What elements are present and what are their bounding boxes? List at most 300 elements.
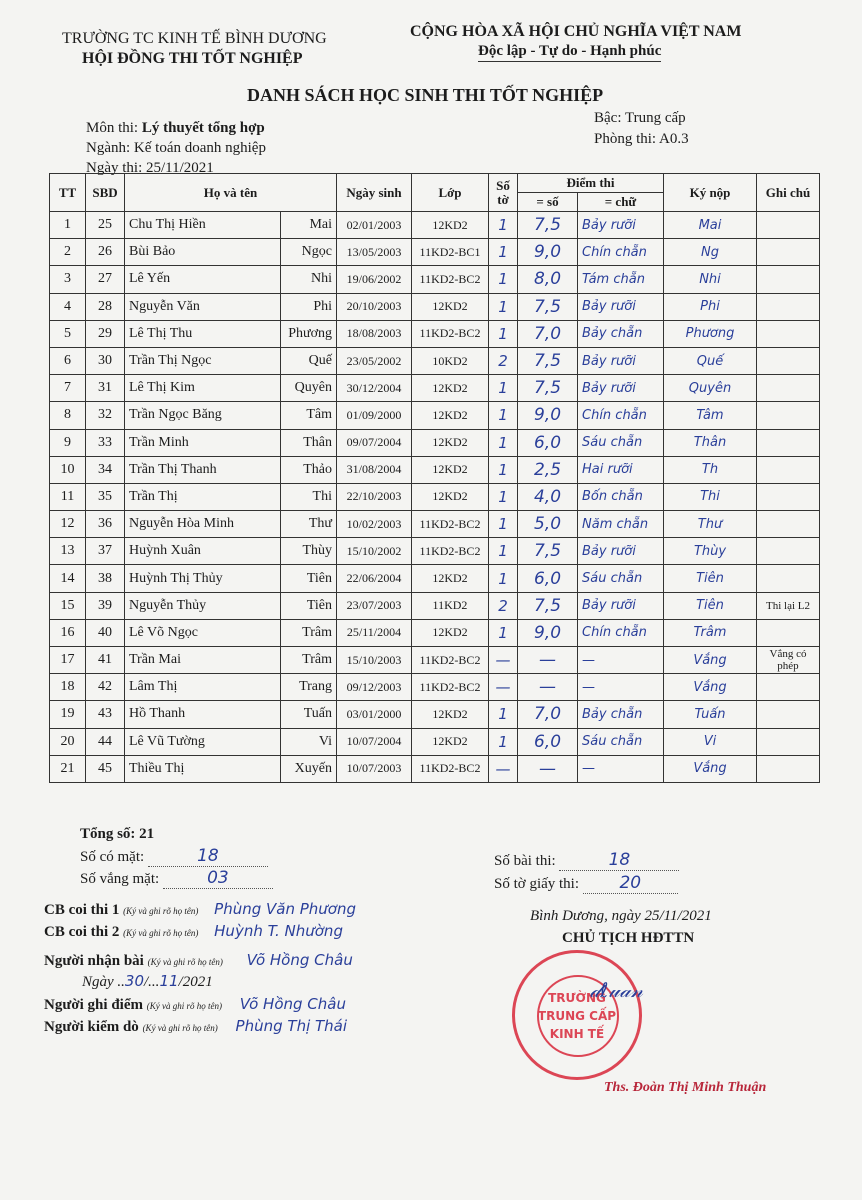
row-note	[757, 429, 820, 456]
row-score-text: —	[578, 647, 664, 674]
row-score-num: 8,0	[518, 266, 578, 293]
row-note	[757, 483, 820, 510]
row-dob: 18/08/2003	[337, 320, 412, 347]
row-class: 12KD2	[412, 565, 489, 592]
school-name: TRƯỜNG TC KINH TẾ BÌNH DƯƠNG	[62, 30, 327, 47]
row-sheets: —	[489, 674, 518, 701]
row-score-text: Chín chẵn	[578, 619, 664, 646]
row-sbd: 37	[86, 538, 125, 565]
row-score-num: 4,0	[518, 483, 578, 510]
row-note	[757, 755, 820, 782]
row-tt: 20	[50, 728, 86, 755]
row-first-name: Phương	[281, 320, 337, 347]
row-note	[757, 728, 820, 755]
receive-day: 30	[124, 972, 145, 990]
row-last-name: Lê Thị Thu	[125, 320, 281, 347]
row-first-name: Tuấn	[281, 701, 337, 728]
table-row	[50, 619, 820, 646]
grader-signature: Võ Hồng Châu	[239, 995, 346, 1013]
row-class: 11KD2-BC2	[412, 538, 489, 565]
row-note	[757, 212, 820, 239]
row-score-num: 9,0	[518, 619, 578, 646]
row-first-name: Quyên	[281, 375, 337, 402]
row-last-name: Trần Thị	[125, 483, 281, 510]
table-row	[50, 755, 820, 782]
row-sheets: 1	[489, 701, 518, 728]
row-tt: 6	[50, 347, 86, 374]
row-signature: Quế	[664, 347, 757, 374]
row-sbd: 44	[86, 728, 125, 755]
row-note	[757, 565, 820, 592]
row-tt: 18	[50, 674, 86, 701]
row-tt: 19	[50, 701, 86, 728]
row-last-name: Trần Thị Ngọc	[125, 347, 281, 374]
row-score-text: Bảy rưỡi	[578, 293, 664, 320]
row-score-num: 6,0	[518, 429, 578, 456]
row-score-num: 9,0	[518, 402, 578, 429]
row-tt: 7	[50, 375, 86, 402]
row-note	[757, 347, 820, 374]
row-score-text: Bảy rưỡi	[578, 592, 664, 619]
row-signature: Thi	[664, 483, 757, 510]
row-sbd: 45	[86, 755, 125, 782]
row-dob: 20/10/2003	[337, 293, 412, 320]
chair-title: CHỦ TỊCH HĐTTN	[562, 930, 695, 946]
row-first-name: Phi	[281, 293, 337, 320]
table-row	[50, 701, 820, 728]
col-scores: Điểm thi	[518, 174, 664, 193]
row-first-name: Ngọc	[281, 239, 337, 266]
row-tt: 14	[50, 565, 86, 592]
row-first-name: Thùy	[281, 538, 337, 565]
student-roster-table	[49, 173, 820, 783]
table-row	[50, 266, 820, 293]
major-line: Ngành: Kế toán doanh nghiệp	[86, 140, 266, 156]
table-row	[50, 728, 820, 755]
row-first-name: Nhi	[281, 266, 337, 293]
row-class: 12KD2	[412, 375, 489, 402]
row-dob: 10/07/2004	[337, 728, 412, 755]
row-sbd: 29	[86, 320, 125, 347]
proctor2-label: CB coi thi 2	[44, 924, 120, 940]
national-motto: Độc lập - Tự do - Hạnh phúc	[478, 43, 661, 62]
row-class: 11KD2-BC2	[412, 647, 489, 674]
papers-label: Số bài thi:	[494, 853, 556, 869]
row-first-name: Trâm	[281, 619, 337, 646]
row-dob: 01/09/2000	[337, 402, 412, 429]
row-class: 12KD2	[412, 293, 489, 320]
row-dob: 09/07/2004	[337, 429, 412, 456]
row-tt: 5	[50, 320, 86, 347]
republic-title: CỘNG HÒA XÃ HỘI CHỦ NGHĨA VIỆT NAM	[410, 23, 742, 40]
row-sheets: 1	[489, 483, 518, 510]
table-row	[50, 647, 820, 674]
proctor1-line: CB coi thi 1 (Ký và ghi rõ họ tên) Phùng Văn Phương	[44, 900, 357, 918]
row-tt: 9	[50, 429, 86, 456]
checker-line: Người kiểm dò (Ký và ghi rõ họ tên) Phùng Thị Thái	[44, 1017, 348, 1035]
row-tt: 1	[50, 212, 86, 239]
row-score-num: 7,0	[518, 701, 578, 728]
row-sheets: 1	[489, 239, 518, 266]
row-sheets: 1	[489, 619, 518, 646]
row-first-name: Mai	[281, 212, 337, 239]
row-score-num: 7,5	[518, 212, 578, 239]
row-class: 12KD2	[412, 701, 489, 728]
row-note	[757, 511, 820, 538]
row-tt: 16	[50, 619, 86, 646]
receive-date-line: Ngày ..30/...11/2021	[82, 972, 213, 990]
proctor1-label: CB coi thi 1	[44, 902, 120, 918]
receive-month: 11	[159, 972, 179, 990]
row-score-num: 9,0	[518, 239, 578, 266]
row-tt: 11	[50, 483, 86, 510]
grader-label: Người ghi điểm	[44, 997, 143, 1013]
row-tt: 21	[50, 755, 86, 782]
row-last-name: Nguyễn Văn	[125, 293, 281, 320]
row-sheets: 1	[489, 402, 518, 429]
table-row	[50, 320, 820, 347]
row-signature: Th	[664, 456, 757, 483]
row-first-name: Tiên	[281, 565, 337, 592]
row-sbd: 27	[86, 266, 125, 293]
row-class: 12KD2	[412, 402, 489, 429]
row-tt: 2	[50, 239, 86, 266]
table-row	[50, 212, 820, 239]
row-sbd: 28	[86, 293, 125, 320]
present-line	[80, 846, 268, 867]
row-score-num: —	[518, 755, 578, 782]
row-score-text: Chín chẵn	[578, 239, 664, 266]
row-first-name: Thư	[281, 511, 337, 538]
row-score-num: 7,5	[518, 293, 578, 320]
place-date: Bình Dương, ngày 25/11/2021	[530, 908, 712, 924]
row-sheets: —	[489, 755, 518, 782]
row-dob: 22/10/2003	[337, 483, 412, 510]
row-score-text: Sáu chẵn	[578, 728, 664, 755]
sheets-label: Số tờ giấy thi:	[494, 876, 580, 892]
row-dob: 09/12/2003	[337, 674, 412, 701]
row-sbd: 35	[86, 483, 125, 510]
row-last-name: Huỳnh Xuân	[125, 538, 281, 565]
grader-line: Người ghi điểm (Ký và ghi rõ họ tên) Võ Hồng Châu	[44, 995, 346, 1013]
document-title: DANH SÁCH HỌC SINH THI TỐT NGHIỆP	[247, 85, 604, 105]
row-last-name: Lê Yến	[125, 266, 281, 293]
row-sheets: 1	[489, 212, 518, 239]
row-score-text: Bảy chẵn	[578, 320, 664, 347]
absent-value: 03	[163, 868, 273, 889]
row-dob: 23/07/2003	[337, 592, 412, 619]
row-note	[757, 701, 820, 728]
row-score-text: Bốn chẵn	[578, 483, 664, 510]
proctor2-signature: Huỳnh T. Nhường	[214, 922, 343, 940]
row-sheets: 2	[489, 592, 518, 619]
row-signature: Nhi	[664, 266, 757, 293]
row-note	[757, 293, 820, 320]
row-score-text: —	[578, 755, 664, 782]
table-row	[50, 239, 820, 266]
row-class: 12KD2	[412, 212, 489, 239]
col-score-text: = chữ	[578, 193, 664, 212]
row-note	[757, 375, 820, 402]
row-dob: 10/07/2003	[337, 755, 412, 782]
row-score-num: 6,0	[518, 728, 578, 755]
row-first-name: Thảo	[281, 456, 337, 483]
row-signature: Quyên	[664, 375, 757, 402]
row-dob: 23/05/2002	[337, 347, 412, 374]
row-sbd: 31	[86, 375, 125, 402]
row-sbd: 26	[86, 239, 125, 266]
table-row	[50, 592, 820, 619]
subject-line	[86, 120, 265, 137]
row-dob: 15/10/2002	[337, 538, 412, 565]
row-signature: Vi	[664, 728, 757, 755]
row-last-name: Bùi Bảo	[125, 239, 281, 266]
row-first-name: Thi	[281, 483, 337, 510]
row-note	[757, 619, 820, 646]
row-sbd: 30	[86, 347, 125, 374]
proctor1-signature: Phùng Văn Phương	[214, 900, 357, 918]
row-note	[757, 538, 820, 565]
row-sheets: 1	[489, 538, 518, 565]
row-class: 10KD2	[412, 347, 489, 374]
row-tt: 17	[50, 647, 86, 674]
papers-line	[494, 850, 679, 871]
row-dob: 10/02/2003	[337, 511, 412, 538]
row-note	[757, 266, 820, 293]
row-sheets: 1	[489, 293, 518, 320]
row-sheets: 1	[489, 266, 518, 293]
col-sbd: SBD	[86, 174, 125, 212]
row-note	[757, 674, 820, 701]
row-signature: Tiên	[664, 592, 757, 619]
row-signature: Vắng	[664, 674, 757, 701]
row-signature: Trâm	[664, 619, 757, 646]
row-last-name: Hồ Thanh	[125, 701, 281, 728]
row-signature: Ng	[664, 239, 757, 266]
table-header-row	[50, 174, 820, 193]
row-tt: 10	[50, 456, 86, 483]
row-score-num: 7,0	[518, 320, 578, 347]
row-last-name: Trần Minh	[125, 429, 281, 456]
row-sheets: —	[489, 647, 518, 674]
col-sheets: Số tờ	[489, 174, 518, 212]
room-line: Phòng thi: A0.3	[594, 131, 689, 147]
row-class: 12KD2	[412, 728, 489, 755]
subject-value: Lý thuyết tổng hợp	[141, 120, 265, 136]
col-sign: Ký nộp	[664, 174, 757, 212]
row-score-text: Tám chẵn	[578, 266, 664, 293]
present-label: Số có mặt:	[80, 849, 145, 865]
row-sbd: 43	[86, 701, 125, 728]
row-signature: Thùy	[664, 538, 757, 565]
row-last-name: Thiều Thị	[125, 755, 281, 782]
row-first-name: Tâm	[281, 402, 337, 429]
row-tt: 13	[50, 538, 86, 565]
table-row	[50, 456, 820, 483]
row-signature: Tâm	[664, 402, 757, 429]
row-dob: 02/01/2003	[337, 212, 412, 239]
row-sbd: 33	[86, 429, 125, 456]
row-tt: 12	[50, 511, 86, 538]
row-note	[757, 456, 820, 483]
chair-signature-icon: 𝒹ℓ𝓊𝒶𝓃	[590, 978, 643, 1002]
row-sheets: 1	[489, 728, 518, 755]
row-signature: Thân	[664, 429, 757, 456]
row-score-text: Bảy rưỡi	[578, 212, 664, 239]
receiver-line: Người nhận bài (Ký và ghi rõ họ tên) Võ Hồng Châu	[44, 951, 353, 969]
row-score-num: 7,5	[518, 347, 578, 374]
row-score-num: —	[518, 647, 578, 674]
row-score-num: 7,5	[518, 592, 578, 619]
row-sheets: 1	[489, 565, 518, 592]
receive-year: /2021	[178, 974, 213, 990]
council-name: HỘI ĐỒNG THI TỐT NGHIỆP	[82, 50, 303, 67]
table-row	[50, 429, 820, 456]
papers-value: 18	[559, 850, 679, 871]
table-row	[50, 483, 820, 510]
row-score-text: Năm chẵn	[578, 511, 664, 538]
table-row	[50, 565, 820, 592]
row-dob: 30/12/2004	[337, 375, 412, 402]
row-sheets: 2	[489, 347, 518, 374]
row-sheets: 1	[489, 320, 518, 347]
row-score-num: 7,5	[518, 375, 578, 402]
chair-name: Ths. Đoàn Thị Minh Thuận	[604, 1080, 767, 1095]
row-last-name: Lâm Thị	[125, 674, 281, 701]
row-score-text: Bảy rưỡi	[578, 538, 664, 565]
row-first-name: Vi	[281, 728, 337, 755]
row-sbd: 42	[86, 674, 125, 701]
row-dob: 19/06/2002	[337, 266, 412, 293]
row-dob: 13/05/2003	[337, 239, 412, 266]
row-dob: 31/08/2004	[337, 456, 412, 483]
receiver-label: Người nhận bài	[44, 953, 144, 969]
row-score-text: Sáu chẵn	[578, 429, 664, 456]
row-class: 11KD2-BC2	[412, 674, 489, 701]
checker-label: Người kiểm dò	[44, 1019, 139, 1035]
row-class: 12KD2	[412, 456, 489, 483]
row-score-text: —	[578, 674, 664, 701]
row-sbd: 32	[86, 402, 125, 429]
row-last-name: Nguyễn Thủy	[125, 592, 281, 619]
row-signature: Tiên	[664, 565, 757, 592]
row-tt: 4	[50, 293, 86, 320]
row-last-name: Lê Vũ Tường	[125, 728, 281, 755]
row-dob: 22/06/2004	[337, 565, 412, 592]
table-row	[50, 402, 820, 429]
row-signature: Vắng	[664, 755, 757, 782]
row-class: 11KD2-BC2	[412, 266, 489, 293]
row-score-num: —	[518, 674, 578, 701]
absent-label: Số vắng mặt:	[80, 871, 160, 887]
row-score-text: Sáu chẵn	[578, 565, 664, 592]
row-sbd: 38	[86, 565, 125, 592]
row-score-num: 2,5	[518, 456, 578, 483]
row-class: 11KD2	[412, 592, 489, 619]
table-row	[50, 347, 820, 374]
row-sheets: 1	[489, 456, 518, 483]
row-class: 11KD2-BC1	[412, 239, 489, 266]
row-class: 11KD2-BC2	[412, 511, 489, 538]
row-class: 11KD2-BC2	[412, 320, 489, 347]
col-name: Họ và tên	[125, 174, 337, 212]
row-last-name: Chu Thị Hiền	[125, 212, 281, 239]
row-score-text: Bảy rưỡi	[578, 347, 664, 374]
row-dob: 03/01/2000	[337, 701, 412, 728]
row-class: 11KD2-BC2	[412, 755, 489, 782]
sheets-value: 20	[583, 873, 678, 894]
row-last-name: Lê Võ Ngọc	[125, 619, 281, 646]
col-dob: Ngày sinh	[337, 174, 412, 212]
subject-label: Môn thi:	[86, 120, 139, 136]
row-class: 12KD2	[412, 619, 489, 646]
row-sbd: 41	[86, 647, 125, 674]
row-first-name: Tiên	[281, 592, 337, 619]
row-score-text: Bảy rưỡi	[578, 375, 664, 402]
row-score-text: Hai rưỡi	[578, 456, 664, 483]
row-dob: 25/11/2004	[337, 619, 412, 646]
table-row	[50, 538, 820, 565]
table-row	[50, 511, 820, 538]
row-score-text: Bảy chẵn	[578, 701, 664, 728]
table-row	[50, 375, 820, 402]
row-last-name: Nguyễn Hòa Minh	[125, 511, 281, 538]
row-first-name: Xuyến	[281, 755, 337, 782]
receiver-signature: Võ Hồng Châu	[246, 951, 353, 969]
table-body	[50, 212, 820, 783]
row-last-name: Trần Mai	[125, 647, 281, 674]
absent-line	[80, 868, 273, 889]
row-first-name: Thân	[281, 429, 337, 456]
row-signature: Thư	[664, 511, 757, 538]
proctor2-line: CB coi thi 2 (Ký và ghi rõ họ tên) Huỳnh T. Nhường	[44, 922, 343, 940]
col-note: Ghi chú	[757, 174, 820, 212]
row-score-num: 6,0	[518, 565, 578, 592]
row-sbd: 40	[86, 619, 125, 646]
row-score-text: Chín chẵn	[578, 402, 664, 429]
total-count: Tổng số: 21	[80, 826, 155, 842]
col-score-num: = số	[518, 193, 578, 212]
row-sheets: 1	[489, 429, 518, 456]
row-first-name: Quế	[281, 347, 337, 374]
row-tt: 8	[50, 402, 86, 429]
row-note	[757, 402, 820, 429]
row-dob: 15/10/2003	[337, 647, 412, 674]
row-sbd: 25	[86, 212, 125, 239]
row-signature: Vắng	[664, 647, 757, 674]
col-tt: TT	[50, 174, 86, 212]
row-signature: Mai	[664, 212, 757, 239]
row-note: Vắng có phép	[757, 647, 820, 674]
row-score-num: 7,5	[518, 538, 578, 565]
col-class: Lớp	[412, 174, 489, 212]
row-sheets: 1	[489, 511, 518, 538]
row-signature: Phương	[664, 320, 757, 347]
row-class: 12KD2	[412, 429, 489, 456]
row-sheets: 1	[489, 375, 518, 402]
school-seal-stamp: TRƯỜNG TRUNG CẤP KINH TẾ	[512, 950, 642, 1080]
present-value: 18	[148, 846, 268, 867]
row-sbd: 39	[86, 592, 125, 619]
row-class: 12KD2	[412, 483, 489, 510]
table-row	[50, 293, 820, 320]
table-row	[50, 674, 820, 701]
row-first-name: Trang	[281, 674, 337, 701]
row-last-name: Huỳnh Thị Thủy	[125, 565, 281, 592]
sheets-line	[494, 873, 678, 894]
row-tt: 3	[50, 266, 86, 293]
row-tt: 15	[50, 592, 86, 619]
